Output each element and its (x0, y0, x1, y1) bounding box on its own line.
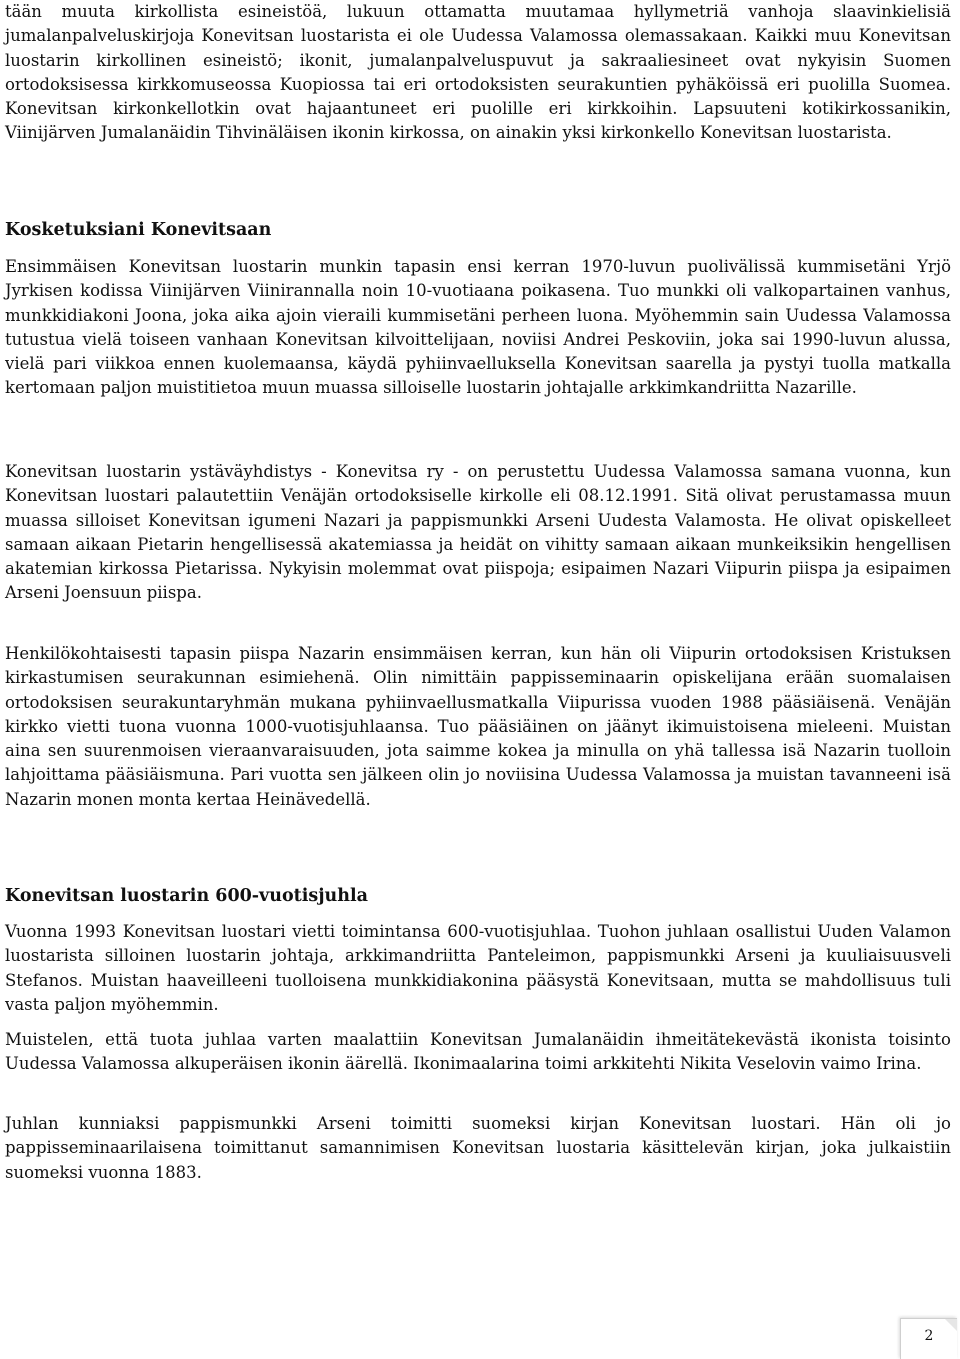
section-heading-600-vuotisjuhla: Konevitsan luostarin 600-vuotisjuhla (5, 886, 368, 906)
section2-paragraph-2: Muistelen, että tuota juhlaa varten maalattiin Konevitsan Jumalanäidin ihmeitätekevästä ikonista toisinto Uudessa Valamossa alkuperäisen ikonin äärellä. Ikonimaalarina toimi arkkitehti Nikita Veselovin vaimo Irina. (5, 1030, 951, 1074)
section1-paragraph-2: Konevitsan luostarin ystäväyhdistys - Konevitsa ry - on perustettu Uudessa Valamossa samana vuonna, kun Konevitsan luostari palautettiin Venäjän ortodoksiselle kirkolle eli 08.12.1991. Sitä olivat perustamassa muun muassa silloiset Konevitsan igumeni Nazari ja pappismunkki Arseni Uudesta Valamosta. He olivat opiskelleet samaan aikaan Pietarin hengellisessä akatemiassa ja heidät on vihitty samaan aikaan munkeiksikin hengellisen akatemian kirkossa Pietarissa. Nykyisin molemmat ovat piispoja; esipaimen Nazari Viipurin piispa ja esipaimen Arseni Joensuun piispa. (5, 462, 951, 603)
section2-paragraph-1: Vuonna 1993 Konevitsan luostari vietti toimintansa 600-vuotisjuhlaa. Tuohon juhlaan osallistui Uuden Valamon luostarista silloinen luostarin johtaja, arkkimandriitta Panteleimon, pappismunkki Arseni ja kuuliaisuusveli Stefanos. Muistan haaveilleeni tuolloisena munkkidiakonina pääsystä Konevitsaan, mutta se mahdollisuus tuli vasta paljon myöhemmin. (5, 922, 951, 1014)
section1-paragraph-1: Ensimmäisen Konevitsan luostarin munkin tapasin ensi kerran 1970-luvun puolivälissä kummisetäni Yrjö Jyrkisen kodissa Viinijärven Viinirannalla noin 10-vuotiaana poikasena. Tuo munkki oli valkopartainen vanhus, munkkidiakoni Joona, joka aika ajoin vieraili kummisetäni perheen luona. Myöhemmin sain Uudessa Valamossa tutustua vielä toiseen vanhaan Konevitsan kilvoittelijaan, noviisi Andrei Peskoviin, joka sai 1990-luvun alussa, vielä pari viikkoa ennen kuolemaansa, käydä pyhiinvaelluksella Konevitsan saarella ja pystyi tuolla matkalla kertomaan paljon muistitietoa muun muassa silloiselle luostarin johtajalle arkkimkandriitta Nazarille. (5, 257, 951, 398)
section-heading-kosketuksiani: Kosketuksiani Konevitsaan (5, 220, 272, 240)
intro-paragraph: tään muuta kirkollista esineistöä, lukuun ottamatta muutamaa hyllymetriä vanhoja slaavinkielisiä jumalanpalveluskirjoja Konevitsan luostarista ei ole Uudessa Valamossa olemassakaan. Kaikki muu Konevitsan luostarin kirkollinen esineistö; ikonit, jumalanpalveluspuvut ja sakraaliesineet ovat nykyisin Suomen ortodoksisessa kirkkomuseossa Kuopiossa tai eri ortodoksisten seurakuntien pyhäköissä eri puolilla Suomea. Konevitsan kirkonkellotkin ovat hajaantuneet eri puolille eri kirkkoihin. Lapsuuteni kotikirkossanikin, Viinijärven Jumalanäidin Tihvinäläisen ikonin kirkossa, on ainakin yksi kirkonkello Konevitsan luostarista. (5, 2, 951, 143)
page-number: 2 (900, 1318, 957, 1359)
section2-paragraph-3: Juhlan kunniaksi pappismunkki Arseni toimitti suomeksi kirjan Konevitsan luostari. Hän oli jo pappisseminaarilaisena toimittanut samannimisen Konevitsan luostaria käsittelevän kirjan, joka julkaistiin suomeksi vuonna 1883. (5, 1114, 951, 1182)
section1-paragraph-3: Henkilökohtaisesti tapasin piispa Nazarin ensimmäisen kerran, kun hän oli Viipurin ortodoksisen Kristuksen kirkastumisen seurakunnan esimiehenä. Olin nimittäin pappisseminaarin opiskelijana erään suomalaisen ortodoksisen seurakuntaryhmän mukana pyhiinvaellusmatkalla Viipurissa vuoden 1988 pääsiäisenä. Venäjän kirkko vietti tuona vuonna 1000-vuotisjuhlaansa. Tuo pääsiäinen on jäänyt ikimuistoisena mieleeni. Muistan aina sen suurenmoisen vieraanvaraisuuden, jota saimme kokea ja minulla on yhä tallessa isä Nazarin tuolloin lahjoittama pääsiäismuna. Pari vuotta sen jälkeen olin jo noviisina Uudessa Valamossa ja muistan tavanneeni isä Nazarin monen monta kertaa Heinävedellä. (5, 644, 951, 809)
